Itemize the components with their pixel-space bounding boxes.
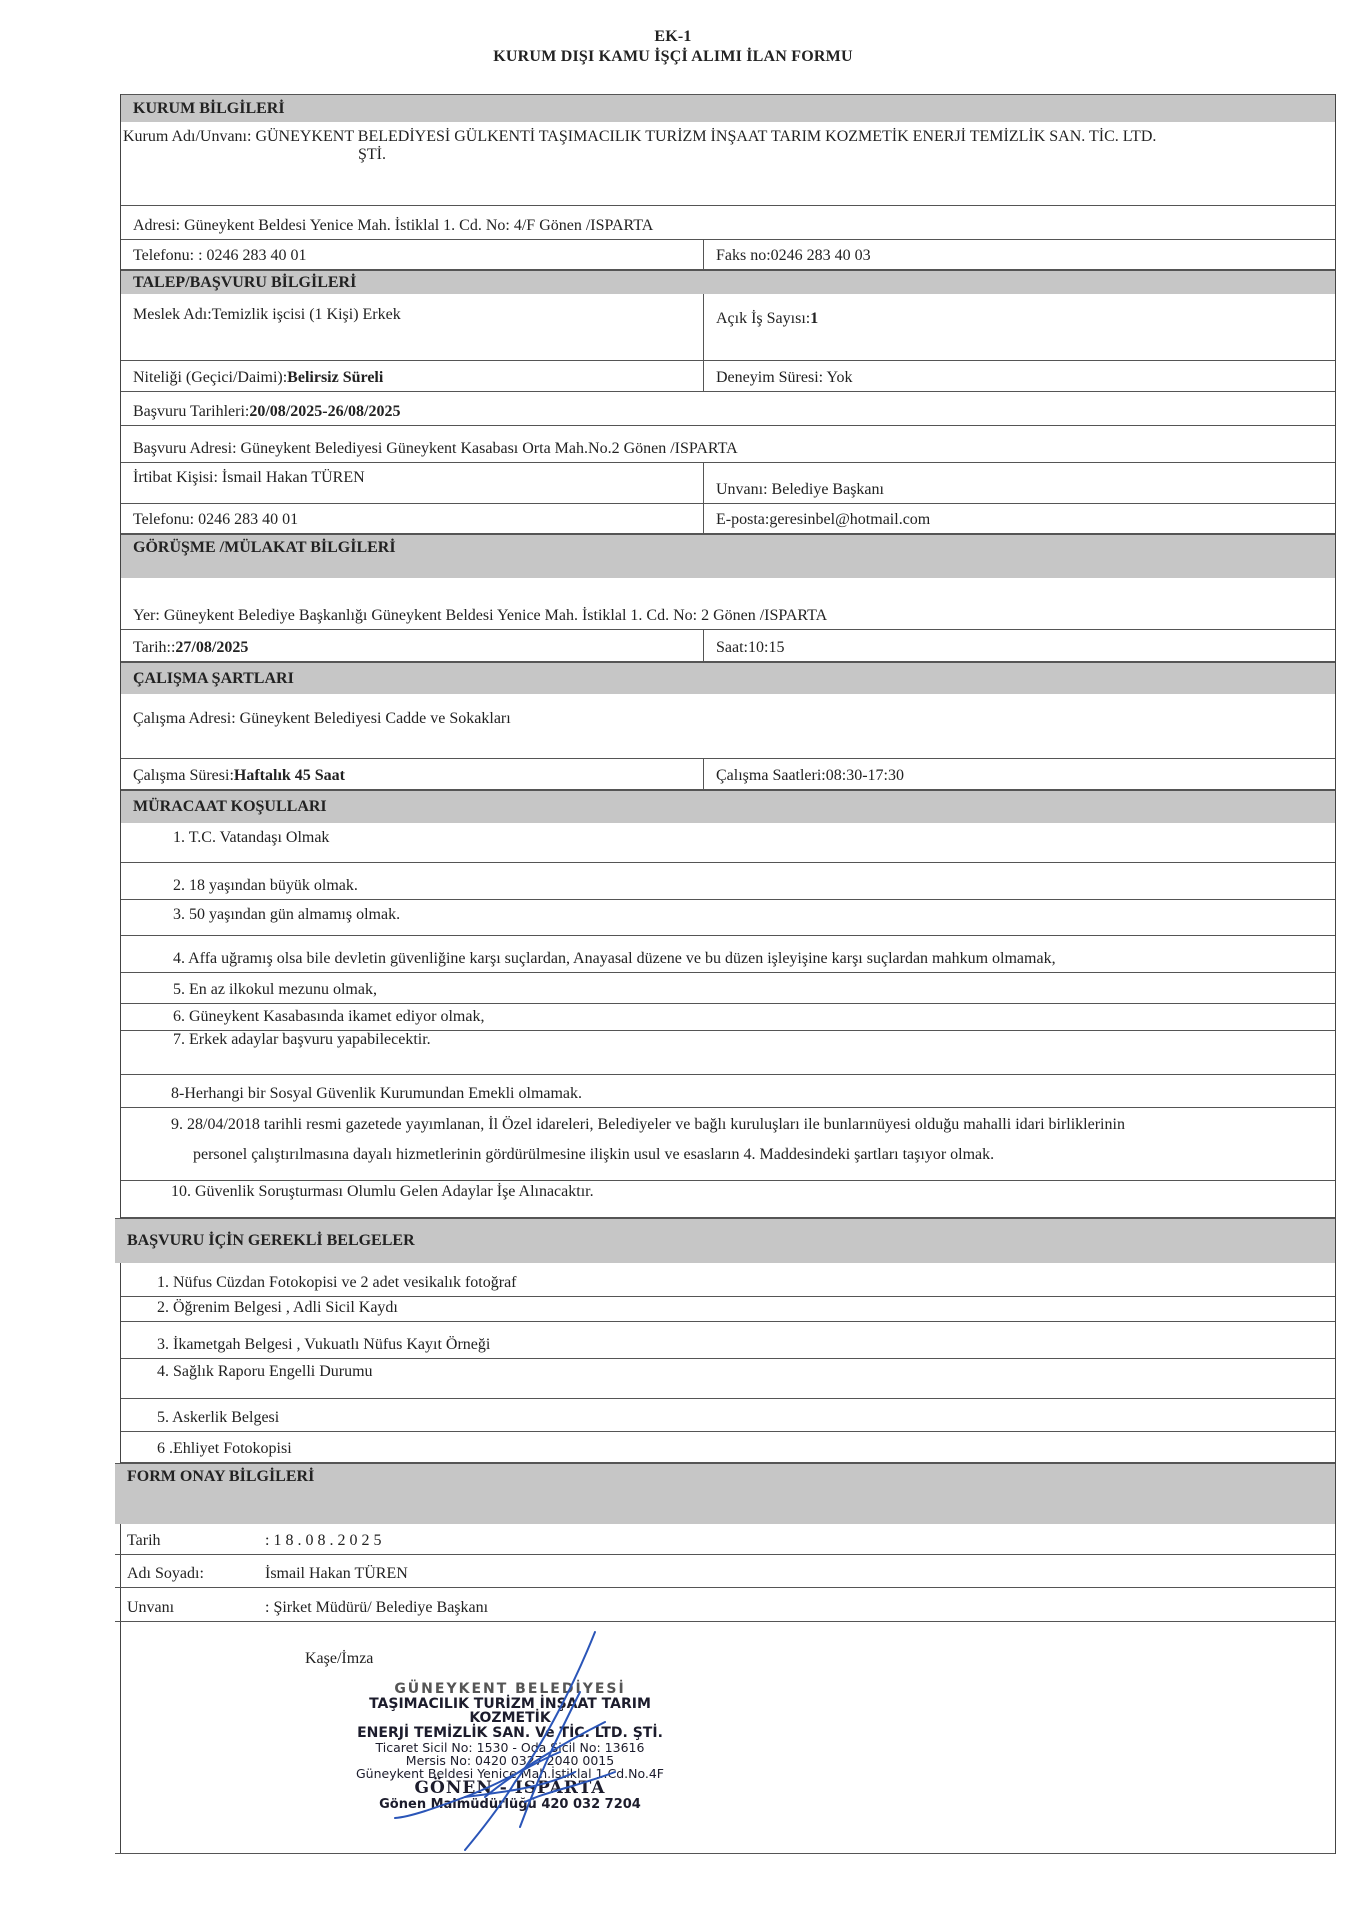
application-address: Başvuru Adresi: Güneykent Belediyesi Güneykent Kasabası Orta Mah.No.2 Gönen /ISPARTA (133, 440, 738, 457)
condition-item: 8-Herhangi bir Sosyal Güvenlik Kurumundan Emekli olmamak. (171, 1085, 583, 1102)
condition-item: 6. Güneykent Kasabasında ikamet ediyor olmak, (173, 1008, 485, 1025)
document-item: 3. İkametgah Belgesi , Vukuatlı Nüfus Kayıt Örneği (157, 1336, 491, 1353)
contact-person: İrtibat Kişisi: İsmail Hakan TÜREN (121, 463, 704, 503)
institution-name-cont: ŞTİ. (358, 146, 386, 163)
annex-label: EK-1 (654, 28, 692, 45)
interview-date-label: Tarih:: (133, 639, 176, 656)
condition-item: 10. Güvenlik Soruşturması Olumlu Gelen Adaylar İşe Alınacaktır. (171, 1183, 594, 1200)
section-calisma: ÇALIŞMA ŞARTLARI (121, 662, 1335, 694)
stamp-signature-area (115, 1622, 1335, 1854)
section-kurum: KURUM BİLGİLERİ (121, 94, 1335, 122)
approval-date: : 1 8 . 0 8 . 2 0 2 5 (265, 1532, 382, 1549)
dates-value: 20/08/2025-26/08/2025 (249, 403, 401, 420)
approval-date-label: Tarih (127, 1532, 161, 1549)
company-stamp: GÜNEYKENT BELEDİYESİ TAŞIMACILIK TURİZM İNŞAAT TARIM KOZMETİK ENERJİ TEMİZLİK SAN. Ve TİC. LTD. ŞTİ. Ticaret Sicil No: 1530 - Oda Sicil No: 13616 Mersis No: 0420 0327 2040 0015 Güneykent Beldesi Yenice Mah.İstiklal 1.Cd.No.4F GÖNEN - ISPARTA Gönen Malmüdürlüğü 420 032 7204 (355, 1681, 664, 1812)
interview-date: 27/08/2025 (175, 639, 249, 656)
section-onay: FORM ONAY BİLGİLERİ (115, 1463, 1335, 1524)
announcement-form (120, 94, 1336, 1854)
document-item: 5. Askerlik Belgesi (157, 1409, 280, 1426)
institution-fax: Faks no:0246 283 40 03 (716, 247, 871, 264)
section-muracaat: MÜRACAAT KOŞULLARI (121, 790, 1335, 823)
approver-name-label: Adı Soyadı: (127, 1565, 204, 1582)
document-item: 2. Öğrenim Belgesi , Adli Sicil Kaydı (157, 1299, 398, 1316)
stamp-label: Kaşe/İmza (305, 1650, 374, 1667)
nature-value: Belirsiz Süreli (287, 369, 384, 386)
work-duration-label: Çalışma Süresi: (133, 767, 234, 784)
institution-name: Kurum Adı/Unvanı: GÜNEYKENT BELEDİYESİ GÜLKENTİ TAŞIMACILIK TURİZM İNŞAAT TARIM KOZMETİK ENERJİ TEMİZLİK SAN. TİC. LTD. (123, 128, 1157, 145)
page-title: KURUM DIŞI KAMU İŞÇİ ALIMI İLAN FORMU (493, 48, 853, 65)
work-duration: Haftalık 45 Saat (233, 767, 346, 784)
section-gorusme: GÖRÜŞME /MÜLAKAT BİLGİLERİ (121, 534, 1335, 578)
condition-item: 9. 28/04/2018 tarihli resmi gazetede yayımlanan, İl Özel idareleri, Belediyeler ve bağlı kuruluşları ile bunlarınüyesi olduğu mahalli idari birliklerinin (171, 1116, 1125, 1133)
open-jobs-value: 1 (810, 310, 819, 327)
occupation: Meslek Adı:Temizlik işcisi (1 Kişi) Erkek (121, 294, 704, 360)
interview-time: Saat:10:15 (716, 639, 785, 656)
work-address: Çalışma Adresi: Güneykent Belediyesi Cadde ve Sokakları (133, 710, 511, 727)
condition-item: 7. Erkek adaylar başvuru yapabilecektir. (173, 1031, 431, 1048)
contact-phone: Telefonu: 0246 283 40 01 (121, 504, 704, 533)
experience: Deneyim Süresi: Yok (716, 369, 853, 386)
interview-place: Yer: Güneykent Belediye Başkanlığı Güneykent Beldesi Yenice Mah. İstiklal 1. Cd. No: 2 Gönen /ISPARTA (133, 607, 828, 624)
condition-item-cont: personel çalıştırılmasına dayalı hizmetlerinin gördürülmesine ilişkin usul ve esasların 4. Maddesindeki şartları taşıyor olmak. (193, 1146, 995, 1163)
condition-item: 4. Affa uğramış olsa bile devletin güvenliğine karşı suçlardan, Anayasal düzene ve bu düzen işleyişine karşı suçlardan mahkum olmamak, (173, 950, 1056, 967)
condition-item: 2. 18 yaşından büyük olmak. (173, 877, 358, 894)
institution-phone: Telefonu: : 0246 283 40 01 (121, 240, 704, 269)
open-jobs-label: Açık İş Sayısı: (716, 310, 811, 327)
contact-title: Unvanı: Belediye Başkanı (716, 481, 884, 498)
document-item: 6 .Ehliyet Fotokopisi (157, 1440, 292, 1457)
approver-title: : Şirket Müdürü/ Belediye Başkanı (265, 1599, 489, 1616)
signature (315, 1622, 735, 1854)
contact-email: E-posta:geresinbel@hotmail.com (716, 511, 931, 528)
section-belgeler: BAŞVURU İÇİN GEREKLİ BELGELER (115, 1218, 1335, 1263)
institution-name-row (121, 122, 1335, 206)
document-item: 4. Sağlık Raporu Engelli Durumu (157, 1363, 373, 1380)
nature-label: Niteliği (Geçici/Daimi): (133, 369, 288, 386)
institution-address: Adresi: Güneykent Beldesi Yenice Mah. İstiklal 1. Cd. No: 4/F Gönen /ISPARTA (133, 217, 654, 234)
condition-item: 5. En az ilkokul mezunu olmak, (173, 981, 377, 998)
section-talep: TALEP/BAŞVURU BİLGİLERİ (121, 270, 1335, 294)
document-item: 1. Nüfus Cüzdan Fotokopisi ve 2 adet vesikalık fotoğraf (157, 1274, 517, 1291)
condition-item: 3. 50 yaşından gün almamış olmak. (173, 906, 401, 923)
condition-item: 1. T.C. Vatandaşı Olmak (173, 829, 330, 846)
dates-label: Başvuru Tarihleri: (133, 403, 250, 420)
approver-name: İsmail Hakan TÜREN (265, 1565, 408, 1582)
approver-title-label: Unvanı (127, 1599, 175, 1616)
work-hours: Çalışma Saatleri:08:30-17:30 (716, 767, 904, 784)
